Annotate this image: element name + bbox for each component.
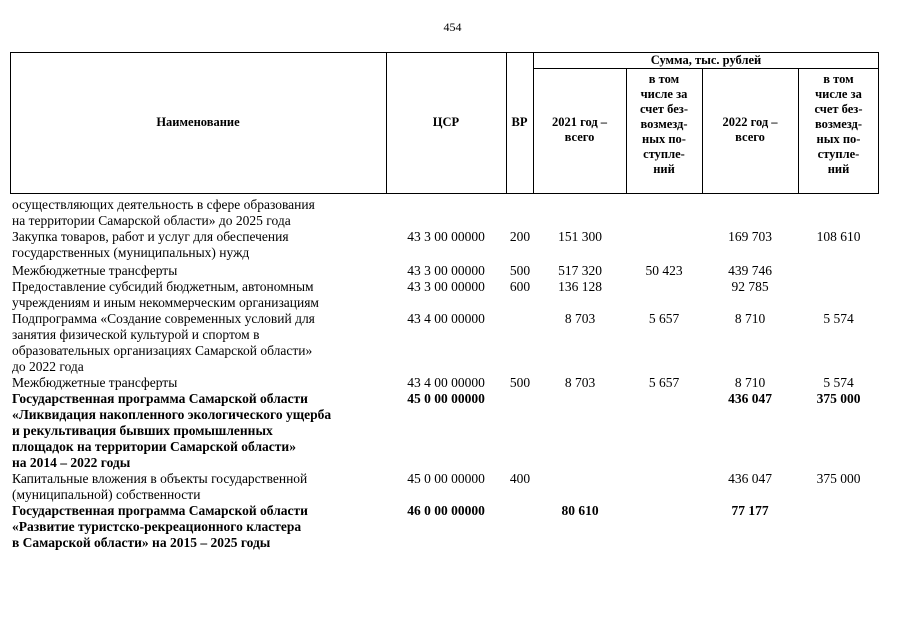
- header-incl-2021: в том числе за счет без- возмезд- ных по- ступле- ний: [640, 72, 688, 176]
- vr-cell: 500: [509, 375, 531, 390]
- row-name-cell: Государственная программа Самарской области «Развитие туристско-рекреационного кластера в Самарской области» на 2015 – 2025 годы: [12, 503, 308, 550]
- total-2022-cell: 8 710: [734, 311, 766, 326]
- row-name-cell: Подпрограмма «Создание современных условий для занятия физической культурой и спортом в образовательных организациях Самарской области» до 2022 года: [12, 311, 315, 374]
- total-2021-cell: 8 703: [564, 311, 596, 326]
- table-row: [10, 229, 879, 261]
- table-row: [10, 263, 879, 279]
- row-name-cell: Межбюджетные трансферты: [12, 375, 178, 390]
- total-2022-cell: 439 746: [728, 263, 772, 278]
- page-number: 454: [443, 20, 462, 34]
- total-2021-cell: 8 703: [564, 375, 596, 390]
- incl-2021-cell: 5 657: [648, 375, 680, 390]
- table-row: [10, 375, 879, 391]
- header-sum-rule: [533, 68, 879, 69]
- header-bottom-rule: [10, 193, 879, 194]
- incl-2021-cell: 50 423: [645, 263, 683, 278]
- row-name-cell: Закупка товаров, работ и услуг для обеспечения государственных (муниципальных) нужд: [12, 229, 289, 260]
- total-2022-cell: 92 785: [731, 279, 769, 294]
- incl-2022-cell: 108 610: [816, 229, 861, 244]
- csr-cell: 43 4 00 00000: [407, 311, 485, 326]
- total-2022-cell: 436 047: [728, 391, 772, 406]
- header-incl-2022: в том числе за счет без- возмезд- ных по- ступле- ний: [814, 72, 863, 176]
- table-row: [10, 311, 879, 375]
- header-total-2021: 2021 год – всего: [551, 115, 608, 144]
- row-name-cell: Государственная программа Самарской области «Ликвидация накопленного экологического ущерба и рекультивация бывших промышленных площадок на территории Самарской области» на 2014 – 2022 годы: [12, 391, 332, 470]
- csr-cell: 43 3 00 00000: [407, 263, 485, 278]
- table-row: [10, 391, 879, 471]
- table-row: [10, 503, 879, 551]
- csr-cell: 45 0 00 00000: [407, 391, 485, 406]
- incl-2022-cell: 375 000: [816, 471, 861, 486]
- csr-cell: 43 3 00 00000: [407, 229, 485, 244]
- incl-2022-cell: 5 574: [823, 375, 854, 390]
- total-2021-cell: 136 128: [558, 279, 602, 294]
- total-2021-cell: 80 610: [561, 503, 599, 518]
- csr-cell: 43 3 00 00000: [407, 279, 485, 294]
- total-2022-cell: 8 710: [734, 375, 766, 390]
- table-row: [10, 197, 879, 229]
- csr-cell: 43 4 00 00000: [407, 375, 485, 390]
- table-body: [10, 197, 879, 551]
- incl-2021-cell: 5 657: [648, 311, 680, 326]
- csr-cell: 46 0 00 00000: [407, 503, 485, 518]
- header-vr: ВР: [511, 115, 528, 129]
- table-row: [10, 279, 879, 311]
- total-2022-cell: 169 703: [728, 229, 772, 244]
- row-name-cell: Капитальные вложения в объекты государственной (муниципальной) собственности: [12, 471, 308, 502]
- csr-cell: 45 0 00 00000: [407, 471, 485, 486]
- total-2021-cell: 517 320: [558, 263, 602, 278]
- row-name-cell: Предоставление субсидий бюджетным, автономным учреждениям и иным некоммерческим организациям: [12, 279, 319, 310]
- vr-cell: 200: [509, 229, 531, 244]
- total-2022-cell: 77 177: [731, 503, 769, 518]
- incl-2022-cell: 375 000: [816, 391, 861, 406]
- incl-2022-cell: 5 574: [823, 311, 854, 326]
- row-name-cell: Межбюджетные трансферты: [12, 263, 178, 278]
- total-2021-cell: 151 300: [558, 229, 602, 244]
- header-sum-group: Сумма, тыс. рублей: [650, 53, 762, 67]
- table-header: [10, 52, 879, 193]
- header-csr: ЦСР: [432, 115, 460, 129]
- vr-cell: 400: [509, 471, 531, 486]
- row-name-cell: осуществляющих деятельность в сфере образования на территории Самарской области» до 2025 года: [12, 197, 315, 228]
- vr-cell: 600: [509, 279, 531, 294]
- vr-cell: 500: [509, 263, 531, 278]
- table-row: [10, 471, 879, 503]
- header-name: Наименование: [156, 115, 240, 129]
- header-total-2022: 2022 год – всего: [722, 115, 778, 144]
- total-2022-cell: 436 047: [728, 471, 772, 486]
